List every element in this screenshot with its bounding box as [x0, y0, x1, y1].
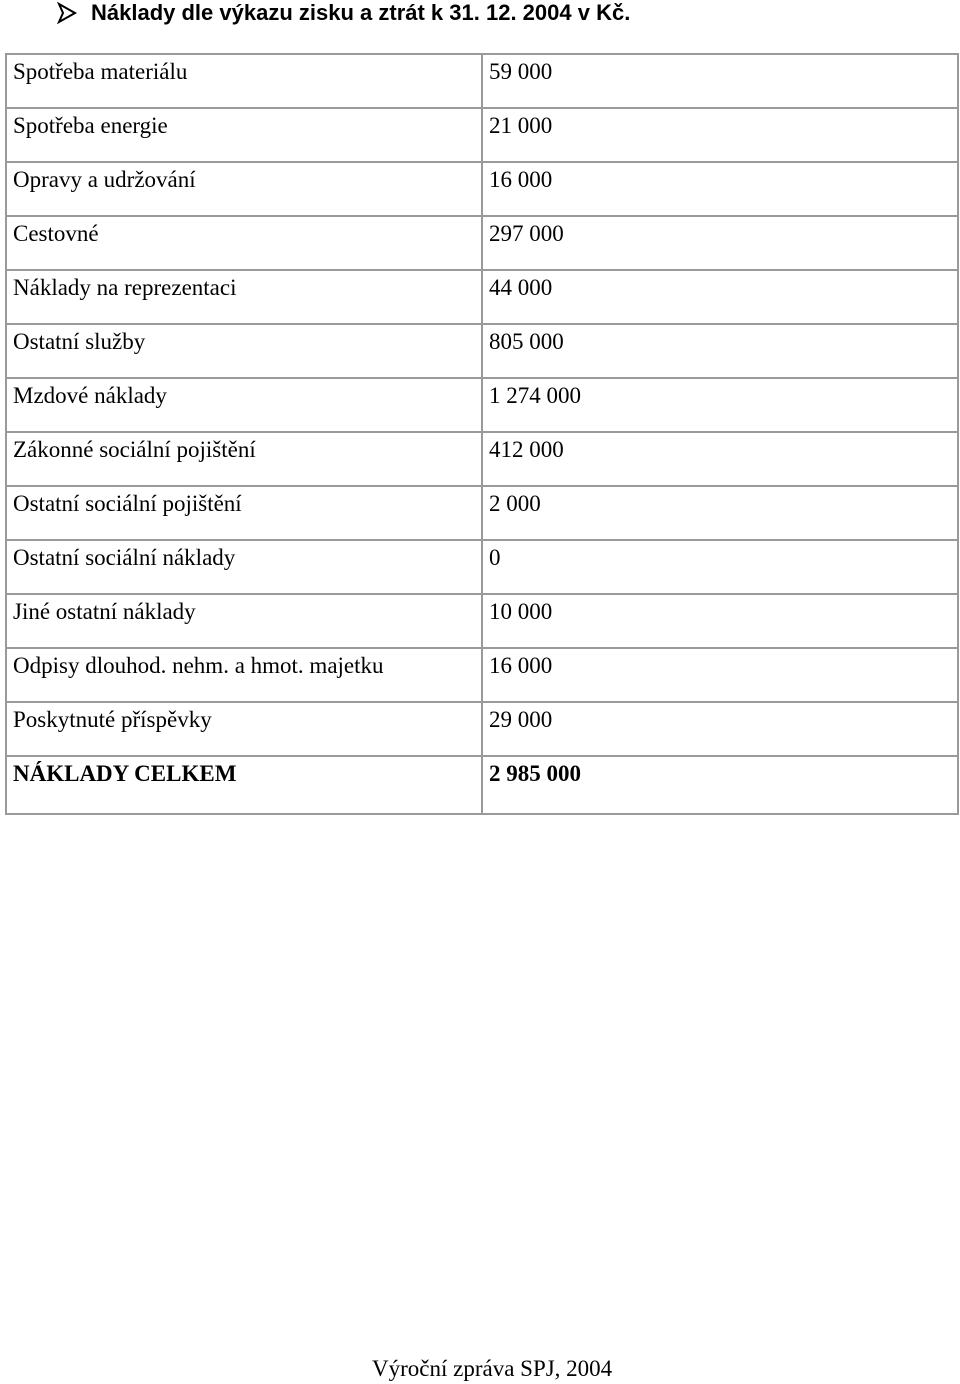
- total-value: 2 985 000: [482, 756, 958, 814]
- row-value: 2 000: [482, 486, 958, 540]
- section-heading: [56, 0, 630, 26]
- table-row: [6, 108, 958, 162]
- arrow-bullet-icon: [56, 2, 78, 24]
- table-row: [6, 486, 958, 540]
- total-label: NÁKLADY CELKEM: [6, 756, 482, 814]
- table-row: [6, 216, 958, 270]
- row-value: 21 000: [482, 108, 958, 162]
- row-value: 297 000: [482, 216, 958, 270]
- table-row: [6, 54, 958, 108]
- total-row: [6, 756, 958, 814]
- row-value: 44 000: [482, 270, 958, 324]
- table-row: [6, 540, 958, 594]
- row-label: Zákonné sociální pojištění: [6, 432, 482, 486]
- row-label: Jiné ostatní náklady: [6, 594, 482, 648]
- row-value: 0: [482, 540, 958, 594]
- row-label: Opravy a udržování: [6, 162, 482, 216]
- row-label: Mzdové náklady: [6, 378, 482, 432]
- row-label: Poskytnuté příspěvky: [6, 702, 482, 756]
- row-label: Ostatní služby: [6, 324, 482, 378]
- row-value: 412 000: [482, 432, 958, 486]
- table-row: [6, 162, 958, 216]
- row-value: 59 000: [482, 54, 958, 108]
- table-row: [6, 432, 958, 486]
- row-value: 1 274 000: [482, 378, 958, 432]
- row-value: 10 000: [482, 594, 958, 648]
- table-row: [6, 324, 958, 378]
- table-row: [6, 648, 958, 702]
- row-label: Náklady na reprezentaci: [6, 270, 482, 324]
- table-row: [6, 378, 958, 432]
- row-label: Cestovné: [6, 216, 482, 270]
- row-label: Spotřeba materiálu: [6, 54, 482, 108]
- table-row: [6, 270, 958, 324]
- row-label: Ostatní sociální pojištění: [6, 486, 482, 540]
- heading-text: Náklady dle výkazu zisku a ztrát k 31. 12. 2004 v Kč.: [91, 0, 631, 25]
- row-value: 16 000: [482, 162, 958, 216]
- row-label: Odpisy dlouhod. nehm. a hmot. majetku: [6, 648, 482, 702]
- row-label: Ostatní sociální náklady: [6, 540, 482, 594]
- table-row: [6, 594, 958, 648]
- row-value: 16 000: [482, 648, 958, 702]
- row-label: Spotřeba energie: [6, 108, 482, 162]
- row-value: 805 000: [482, 324, 958, 378]
- table-row: [6, 702, 958, 756]
- cost-table: [5, 53, 959, 815]
- row-value: 29 000: [482, 702, 958, 756]
- page-footer: Výroční zpráva SPJ, 2004: [372, 1356, 613, 1381]
